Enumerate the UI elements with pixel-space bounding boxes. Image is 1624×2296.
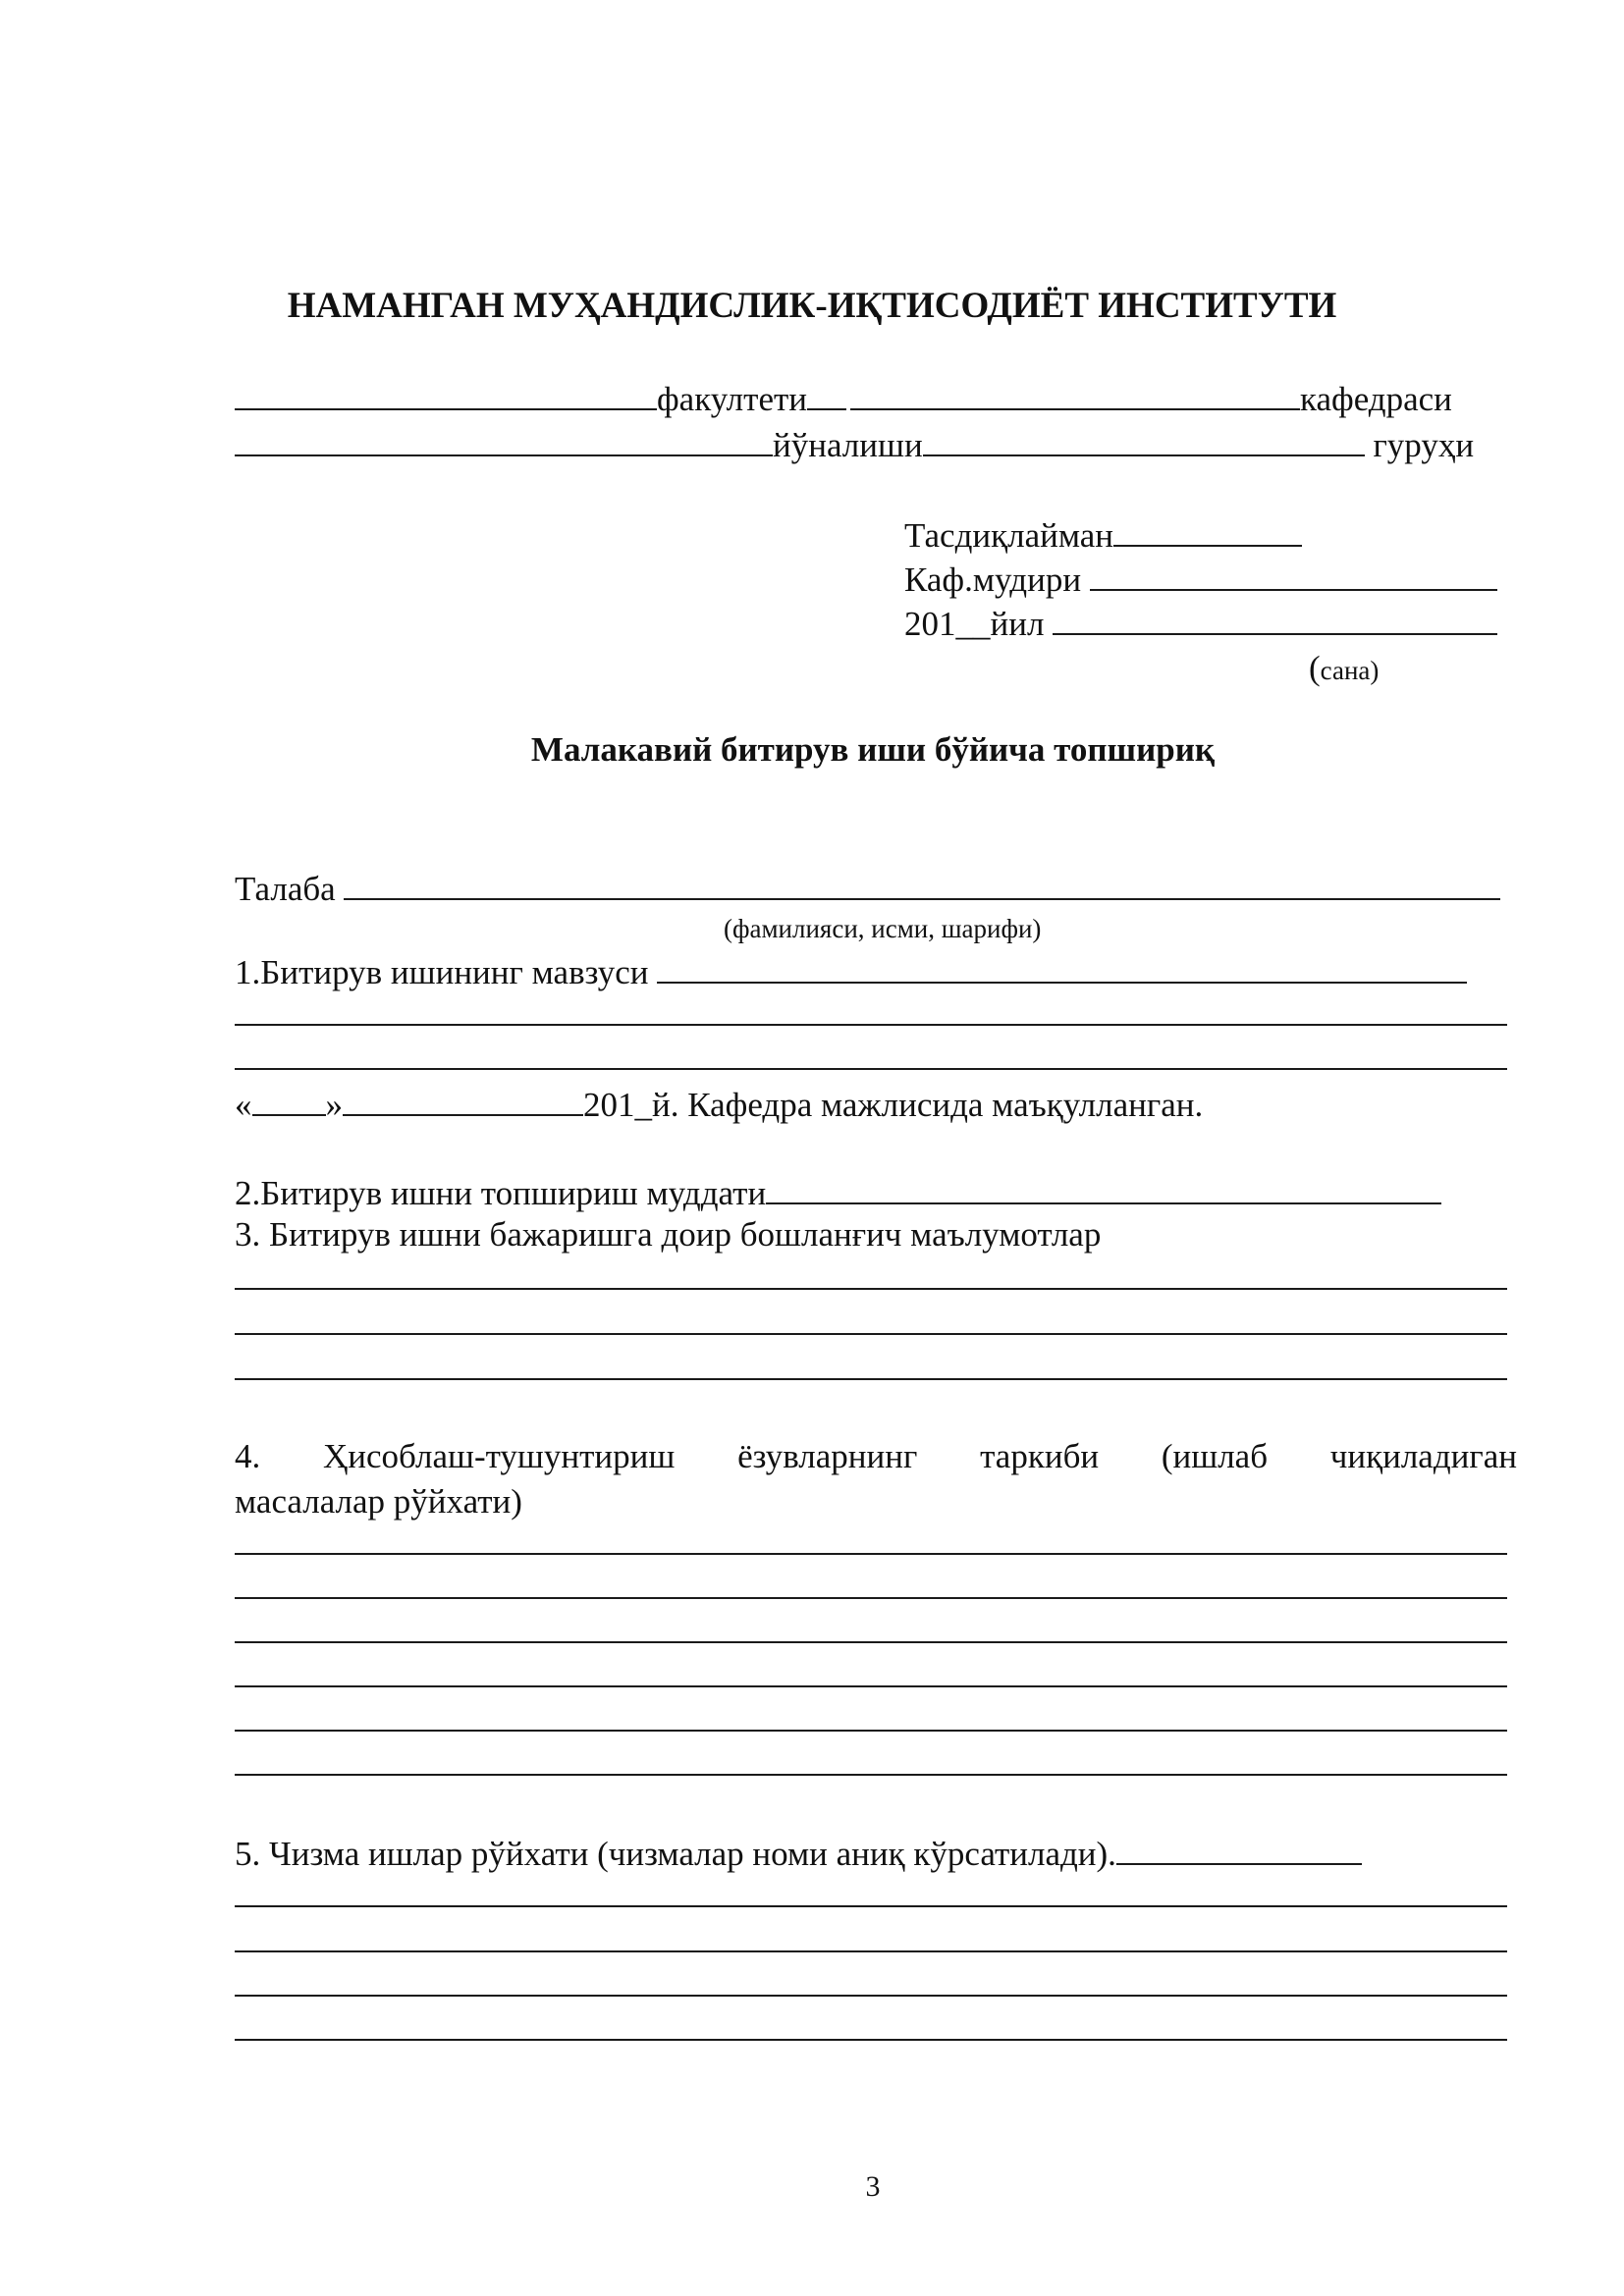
calc-notes-label-line2: масалалар рўйхати)	[235, 1482, 522, 1521]
date-note	[1309, 651, 1379, 685]
year-label: 201__йил	[904, 605, 1045, 643]
initial-data-blank-line[interactable]	[235, 1288, 1507, 1290]
faculty-label: факултети	[657, 380, 808, 418]
head-signature-blank[interactable]	[1090, 561, 1497, 591]
topic-label: 1.Битирув ишининг мавзуси	[235, 953, 649, 991]
topic-blank-line[interactable]	[235, 1024, 1507, 1026]
drawings-blank-line[interactable]	[235, 1995, 1507, 1997]
department-blank[interactable]	[850, 381, 1300, 410]
calc-notes-blank-line[interactable]	[235, 1774, 1507, 1776]
year-line	[904, 606, 1497, 641]
date-paren: (	[1309, 649, 1321, 687]
drawings-blank[interactable]	[1116, 1836, 1362, 1865]
initial-data-label: 3. Битирув ишни бажаришга доир бошланғич маълумотлар	[235, 1215, 1102, 1254]
faculty-blank-short[interactable]	[807, 381, 846, 410]
calc-notes-blank-line[interactable]	[235, 1685, 1507, 1687]
faculty-blank[interactable]	[235, 381, 657, 410]
year-blank[interactable]	[1053, 606, 1497, 635]
initial-data-blank-line[interactable]	[235, 1333, 1507, 1335]
student-name-blank[interactable]	[344, 871, 1500, 900]
initial-data-blank-line[interactable]	[235, 1378, 1507, 1380]
drawings-blank-line[interactable]	[235, 1905, 1507, 1907]
drawings-line	[235, 1836, 1362, 1871]
student-label: Талаба	[235, 870, 336, 908]
group-blank[interactable]	[923, 427, 1365, 456]
drawings-blank-line[interactable]	[235, 1950, 1507, 1952]
topic-blank[interactable]	[657, 954, 1467, 984]
deadline-blank[interactable]	[766, 1175, 1441, 1204]
approved-meeting-line	[235, 1087, 1203, 1122]
direction-blank[interactable]	[235, 427, 773, 456]
close-quote: »	[325, 1086, 343, 1124]
student-line	[235, 871, 1500, 906]
department-label: кафедраси	[1300, 380, 1452, 418]
student-hint: (фамилияси, исми, шарифи)	[724, 914, 1042, 943]
calc-notes-blank-line[interactable]	[235, 1641, 1507, 1643]
topic-line	[235, 954, 1467, 989]
day-blank[interactable]	[252, 1087, 326, 1116]
topic-blank-line[interactable]	[235, 1068, 1507, 1070]
direction-group-line	[235, 427, 1474, 462]
deadline-line	[235, 1175, 1441, 1210]
drawings-label: 5. Чизма ишлар рўйхати (чизмалар номи аниқ кўрсатилади).	[235, 1835, 1116, 1873]
drawings-blank-line[interactable]	[235, 2039, 1507, 2041]
approve-blank[interactable]	[1113, 517, 1302, 547]
group-label: гуруҳи	[1373, 426, 1475, 464]
calc-notes-blank-line[interactable]	[235, 1730, 1507, 1732]
direction-label: йўналиши	[773, 426, 923, 464]
head-label: Каф.мудири	[904, 561, 1082, 599]
calc-notes-label-line1: 4. Ҳисоблаш-тушунтириш ёзувларнинг таркиби (ишлаб чиқиладиган	[235, 1437, 1517, 1475]
institute-title: НАМАНГАН МУҲАНДИСЛИК-ИҚТИСОДИЁТ ИНСТИТУТИ	[287, 286, 1337, 326]
faculty-department-line	[235, 381, 1452, 416]
deadline-label: 2.Битирув ишни топшириш муддати	[235, 1174, 767, 1212]
date-note-text: сана)	[1320, 656, 1380, 685]
head-line	[904, 561, 1497, 597]
approve-line	[904, 517, 1302, 553]
page-number: 3	[865, 2170, 881, 2203]
month-blank[interactable]	[343, 1087, 583, 1116]
document-title: Малакавий битирув иши бўйича топшириқ	[530, 730, 1216, 769]
calc-notes-blank-line[interactable]	[235, 1597, 1507, 1599]
approve-label: Тасдиқлайман	[904, 516, 1114, 555]
open-quote: «	[235, 1086, 252, 1124]
approved-meeting-text: 201_й. Кафедра мажлисида маъқулланган.	[583, 1086, 1204, 1124]
calc-notes-blank-line[interactable]	[235, 1553, 1507, 1555]
